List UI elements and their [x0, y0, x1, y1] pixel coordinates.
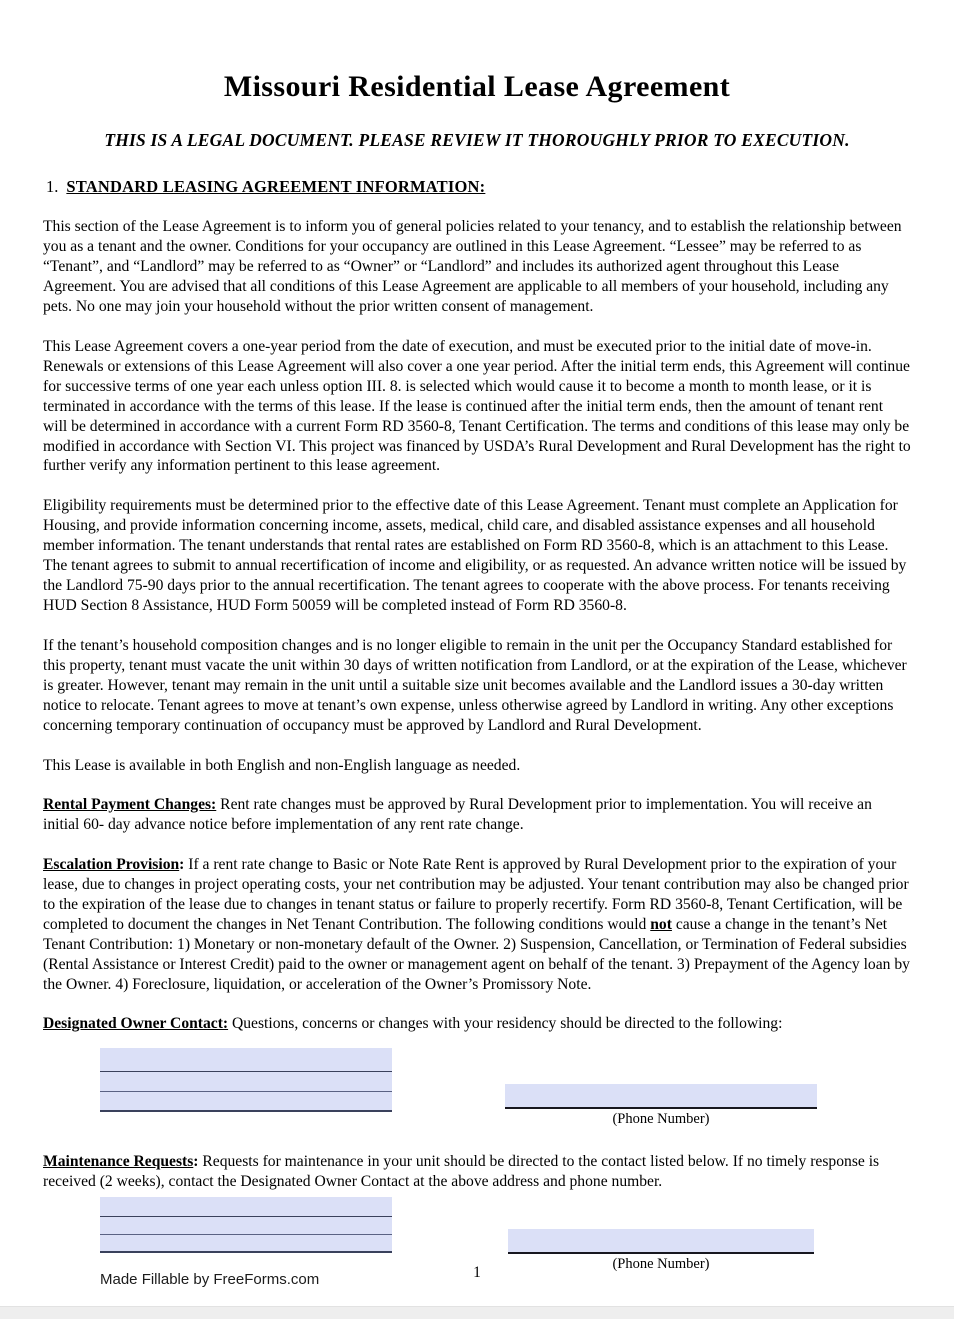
intro-paragraph: This section of the Lease Agreement is to inform you of general policies related to your tenancy, and to establish the relationship between you as a tenant and the owner. Conditions for your occupancy are outlined in this Lease Agreement. “Lessee” may be referred to as “Tenant”, and “Landlord” may be referred to as “Owner” or “Landlord” and includes its authorized agent throughout this Lease Agreement. You are advised that all conditions of this Lease Agreement are applicable to all members of your household, including any pets. No one may join your household without the prior written consent of management.	[43, 218, 902, 315]
freeforms-attribution: Made Fillable by FreeForms.com	[100, 1271, 320, 1288]
section-number: 1.	[46, 177, 59, 196]
designated-owner-contact-paragraph	[43, 1014, 911, 1034]
maintenance-requests-label: Maintenance Requests	[43, 1153, 194, 1171]
owner-contact-field-1[interactable]	[100, 1048, 392, 1072]
eligibility-paragraph: Eligibility requirements must be determined prior to the effective date of this Lease Agreement. Tenant must complete an Application for Housing, and provide information concerning income, assets, medical, child care, and disabled assistance expenses and all household member information. The tenant understands that rental rates are established on Form RD 3560-8, which is an attachment to this Lease. The tenant agrees to submit to annual recertification of income and eligibility, or as requested. An advance written notice will be issued by the Landlord 75-90 days prior to the annual recertification. The tenant agrees to cooperate with the above process. For tenants receiving HUD Section 8 Assistance, HUD Form 50059 will be completed instead of Form RD 3560-8.	[43, 497, 907, 615]
escalation-provision-paragraph	[43, 855, 911, 995]
owner-contact-field-2[interactable]	[100, 1072, 392, 1092]
document-page	[0, 70, 954, 1319]
owner-phone-number-caption: (Phone Number)	[612, 1111, 710, 1128]
rental-payment-changes-label: Rental Payment Changes:	[43, 795, 217, 813]
legal-notice: THIS IS A LEGAL DOCUMENT. PLEASE REVIEW IT THOROUGHLY PRIOR TO EXECUTION.	[104, 130, 850, 150]
owner-contact-fields	[43, 1048, 911, 1132]
escalation-provision-text-2: cause a change in the tenant’s Net Tenant Contribution: 1) Monetary or non-monetary default of the Owner. 2) Suspension, Cancellation, or Termination of Federal subsidies (Rental Assistance or Interest Credit) paid to the owner or management agent on behalf of the tenant. 3) Prepayment of the Agency loan by the Owner. 4) Foreclosure, liquidation, or acceleration of the Owner’s Promissory Note.	[43, 915, 910, 993]
term-paragraph: This Lease Agreement covers a one-year period from the date of execution, and must be executed prior to the initial date of move-in. Renewals or extensions of this Lease Agreement will also cover a one year period. After the initial term ends, this Agreement will continue for successive terms of one year each unless option III. 8. is selected which would cause it to become a month to month lease, or it is terminated in accordance with the terms of this lease. If the lease is continued after the initial term ends, then the amount of tenant rent will be determined in accordance with a current Form RD 3560-8, Tenant Certification. The terms and conditions of this lease may only be modified in accordance with Section VI. This project was financed by USDA’s Rural Development and Rural Development has the right to further verify any information pertinent to this lease agreement.	[43, 337, 911, 475]
rental-payment-changes-paragraph	[43, 795, 911, 835]
maintenance-phone-number-caption: (Phone Number)	[612, 1256, 710, 1273]
occupancy-paragraph: If the tenant’s household composition changes and is no longer eligible to remain in the unit per the Occupancy Standard established for this property, tenant must vacate the unit within 30 days of written notification from Landlord, or at the expiration of the Lease, whichever is greater. However, tenant may remain in the unit until a suitable size unit becomes available and the Landlord issues a 30-day written notice to relocate. Tenant agrees to move at tenant’s own expense, unless otherwise agreed by Landlord in writing. Any other exceptions concerning temporary continuation of occupancy must be approved by Landlord and Rural Development.	[43, 637, 907, 734]
language-paragraph: This Lease is available in both English and non-English language as needed.	[43, 756, 521, 774]
maintenance-requests-paragraph	[43, 1152, 911, 1192]
maintenance-field-3[interactable]	[100, 1235, 392, 1253]
page-number: 1	[473, 1264, 481, 1281]
page-bottom-edge	[0, 1306, 954, 1319]
owner-contact-field-3[interactable]	[100, 1092, 392, 1112]
maintenance-phone-field[interactable]	[508, 1229, 814, 1254]
maintenance-requests-colon: :	[193, 1153, 203, 1171]
maintenance-field-2[interactable]	[100, 1217, 392, 1235]
rental-payment-changes-text: Rent rate changes must be approved by Rural Development prior to implementation. You will receive an initial 60- day advance notice before implementation of any rent rate change.	[43, 795, 872, 833]
escalation-provision-label: Escalation Provision	[43, 855, 180, 873]
section-title: STANDARD LEASING AGREEMENT INFORMATION:	[66, 177, 486, 196]
owner-contact-phone-block	[505, 1084, 817, 1128]
escalation-provision-colon: :	[179, 855, 189, 873]
designated-owner-contact-text: Questions, concerns or changes with your residency should be directed to the following:	[228, 1015, 783, 1033]
section-1-heading	[43, 177, 911, 197]
maintenance-requests-text: Requests for maintenance in your unit should be directed to the contact listed below. If no timely response is received (2 weeks), contact the Designated Owner Contact at the above address and phone number.	[43, 1153, 880, 1191]
owner-contact-field-stack	[100, 1048, 392, 1112]
owner-contact-phone-field[interactable]	[505, 1084, 817, 1109]
designated-owner-contact-label: Designated Owner Contact:	[43, 1015, 229, 1033]
escalation-provision-text-1: If a rent rate change to Basic or Note Rate Rent is approved by Rural Development prior to the expiration of your lease, due to changes in project operating costs, your net contribution may be adjusted. Your tenant contribution may also be changed prior to the expiration of the lease due to changes in tenant status or failure to properly recertify. Form RD 3560-8, Tenant Certification, will be completed to document the changes in Net Tenant Contribution. The following conditions would	[43, 855, 909, 933]
document-title: Missouri Residential Lease Agreement	[223, 70, 731, 103]
escalation-provision-not: not	[650, 915, 672, 933]
maintenance-field-stack	[100, 1197, 392, 1253]
maintenance-field-1[interactable]	[100, 1197, 392, 1217]
